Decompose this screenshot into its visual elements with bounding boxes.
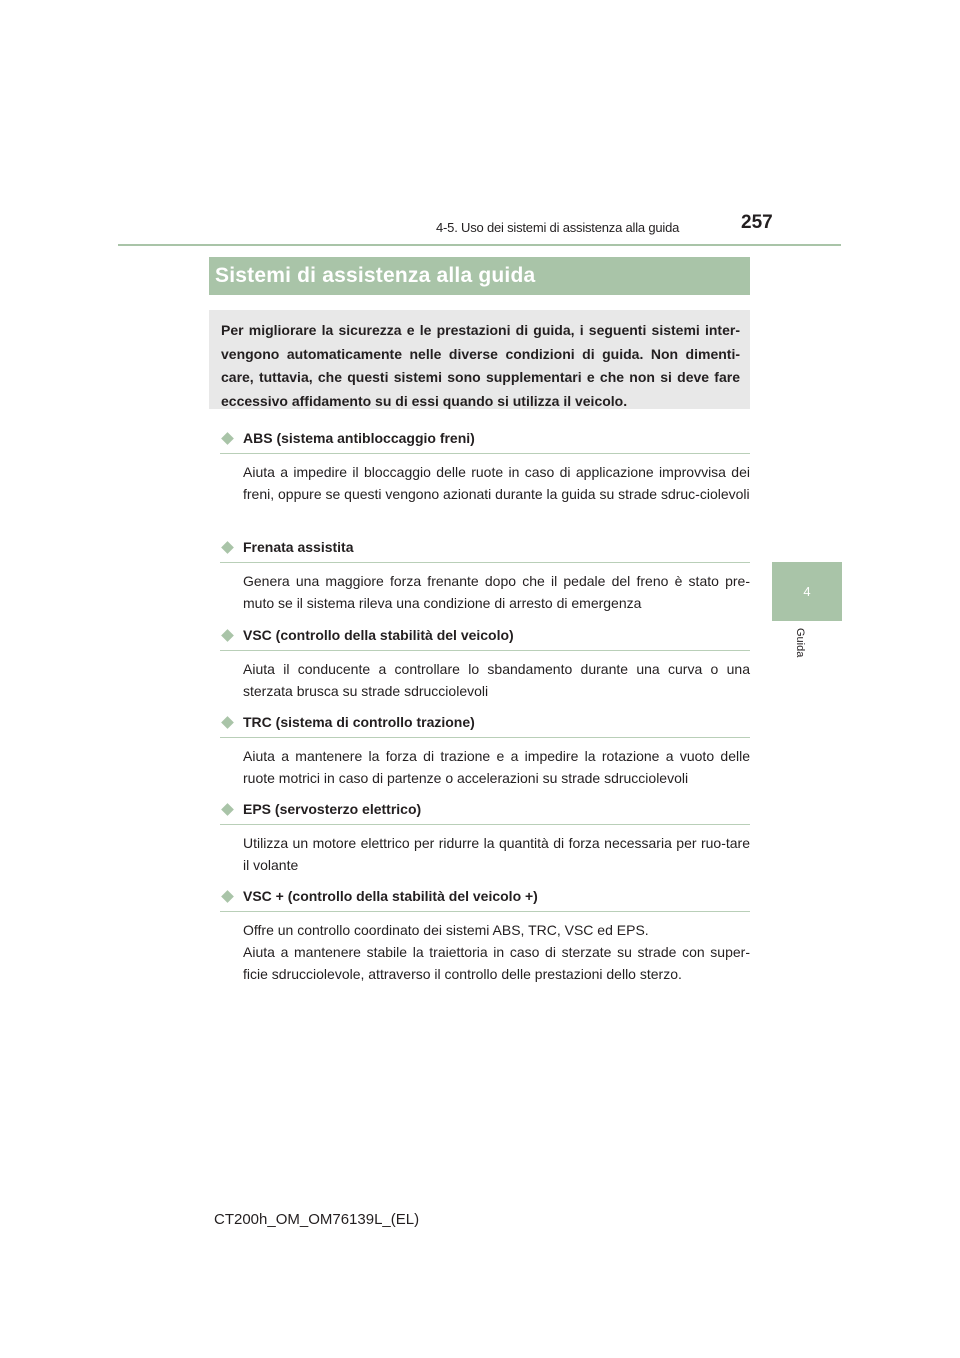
feature-heading <box>220 427 750 449</box>
chapter-tab <box>772 562 842 621</box>
heading-divider <box>220 911 750 912</box>
feature-heading-text: TRC (sistema di controllo trazione) <box>243 714 475 730</box>
chapter-number: 4 <box>803 584 811 599</box>
feature-heading-text: ABS (sistema antibloccaggio freni) <box>243 430 475 446</box>
feature-item-brake-assist <box>220 536 750 614</box>
feature-description: Aiuta a mantenere la forza di trazione e a impedire la rotazione a vuoto delle ruote motrici in caso di partenze o accelerazioni su strade sdrucciolevoli <box>243 748 750 786</box>
feature-description-line: Aiuta a mantenere stabile la traiettoria in caso di sterzate su strade con super-ficie sdrucciolevole, attraverso il controllo delle prestazioni dello sterzo. <box>243 944 750 982</box>
feature-heading <box>220 624 750 646</box>
diamond-bullet-icon <box>221 432 234 445</box>
feature-description <box>243 919 750 985</box>
feature-description: Aiuta a impedire il bloccaggio delle ruote in caso di applicazione improvvisa dei freni, oppure se questi vengono azionati durante la guida su strade sdruc-ciolevoli <box>243 464 750 502</box>
section-title: Sistemi di assistenza alla guida <box>209 257 750 295</box>
feature-item-vsc <box>220 624 750 702</box>
intro-text: Per migliorare la sicurezza e le prestazioni di guida, i seguenti sistemi inter-vengono automaticamente nelle diverse condizioni di guida. Non dimenti-care, tuttavia, che questi sistemi sono supplementari e che non si deve fare eccessivo affidamento su di essi quando si utilizza il veicolo. <box>221 322 740 409</box>
feature-heading <box>220 711 750 733</box>
feature-item-vsc-plus <box>220 885 750 985</box>
feature-heading <box>220 885 750 907</box>
feature-heading-text: VSC + (controllo della stabilità del veicolo +) <box>243 888 538 904</box>
heading-divider <box>220 650 750 651</box>
page-number: 257 <box>741 212 773 233</box>
diamond-bullet-icon <box>221 803 234 816</box>
feature-item-trc <box>220 711 750 789</box>
feature-description-line: Offre un controllo coordinato dei sistemi ABS, TRC, VSC ed EPS. <box>243 922 649 938</box>
heading-divider <box>220 737 750 738</box>
feature-description: Genera una maggiore forza frenante dopo che il pedale del freno è stato pre-muto se il sistema rileva una condizione di arresto di emergenza <box>243 573 750 611</box>
diamond-bullet-icon <box>221 541 234 554</box>
feature-heading-text: VSC (controllo della stabilità del veicolo) <box>243 627 514 643</box>
feature-description: Aiuta il conducente a controllare lo sbandamento durante una curva o una sterzata brusca su strade sdrucciolevoli <box>243 661 750 699</box>
header-divider <box>118 244 841 246</box>
diamond-bullet-icon <box>221 890 234 903</box>
heading-divider <box>220 453 750 454</box>
heading-divider <box>220 562 750 563</box>
document-code: CT200h_OM_OM76139L_(EL) <box>214 1211 420 1228</box>
chapter-label: Guida <box>794 628 806 658</box>
diamond-bullet-icon <box>221 629 234 642</box>
feature-heading-text: Frenata assistita <box>243 539 354 555</box>
feature-description: Utilizza un motore elettrico per ridurre la quantità di forza necessaria per ruo-tare il volante <box>243 835 750 873</box>
feature-item-eps <box>220 798 750 876</box>
feature-item-abs <box>220 427 750 505</box>
intro-box <box>209 310 750 409</box>
heading-divider <box>220 824 750 825</box>
running-header: 4-5. Uso dei sistemi di assistenza alla guida <box>436 220 680 235</box>
feature-heading-text: EPS (servosterzo elettrico) <box>243 801 422 817</box>
feature-heading <box>220 536 750 558</box>
feature-heading <box>220 798 750 820</box>
diamond-bullet-icon <box>221 716 234 729</box>
